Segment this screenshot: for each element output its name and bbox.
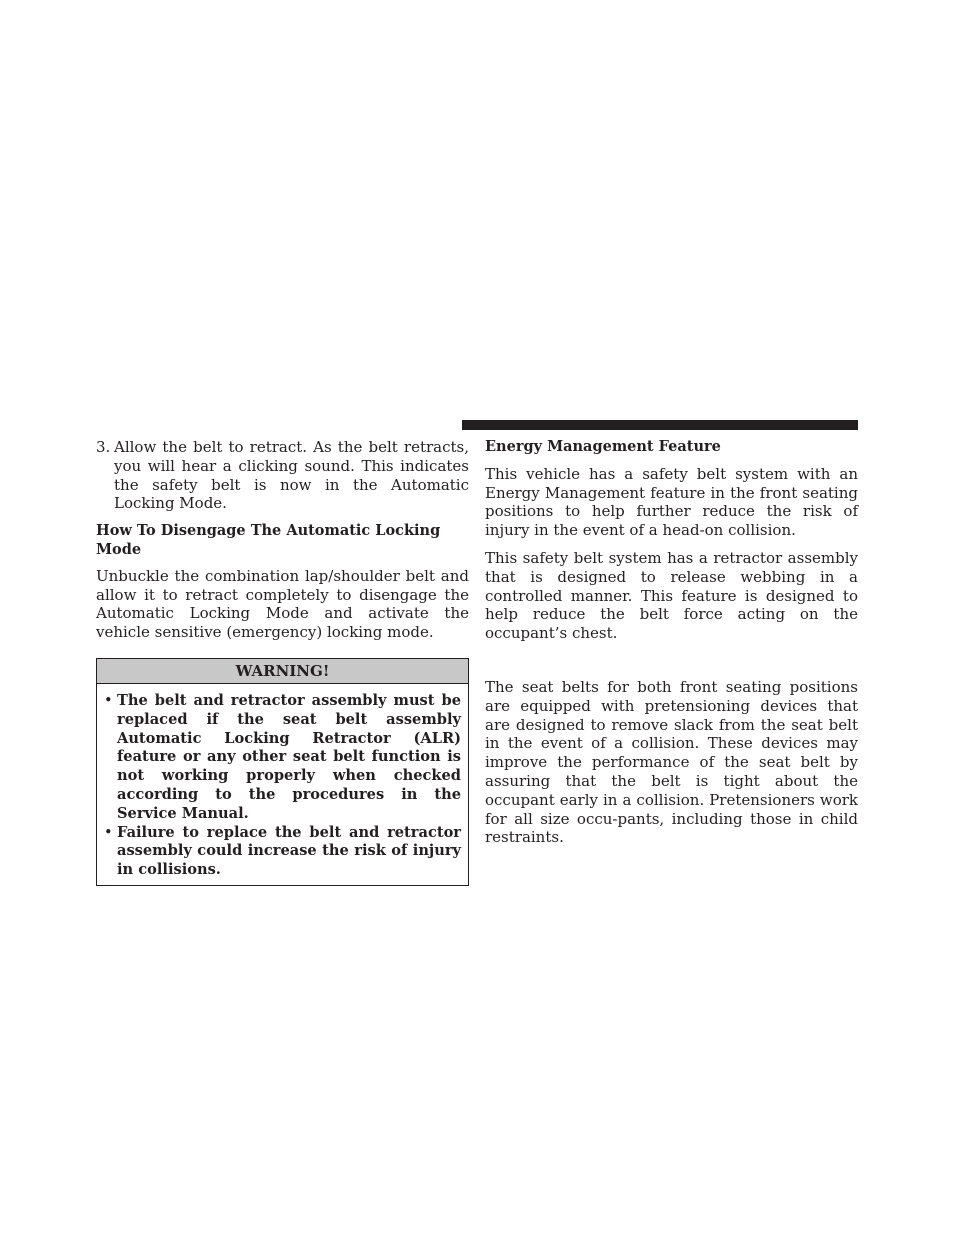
step-number: 3. xyxy=(96,438,111,456)
energy-management-heading: Energy Management Feature xyxy=(485,438,721,455)
disengage-heading: How To Disengage The Automatic Locking Mode xyxy=(96,522,441,558)
step-3 xyxy=(96,438,469,513)
energy-paragraph-1: This vehicle has a safety belt system with an Energy Management feature in the front seating positions to help further reduce the risk of injury in the event of a head-on collision. xyxy=(485,464,858,540)
warning-box xyxy=(96,658,469,886)
right-column xyxy=(485,438,858,847)
pretensioner-paragraph: The seat belts for both front seating positions are equipped with pretensioning devices that are designed to remove slack from the seat belt in the event of a collision. These devices may improve the performance of the seat belt by assuring that the belt is tight about the occupant early in a collision. Pretensioners work for all size occu-pants, including those in child restraints. xyxy=(485,677,858,847)
warning-item-text: The belt and retractor assembly must be replaced if the seat belt assembly Automatic Locking Retractor (ALR) feature or any other seat belt function is not working properly when checked according to the procedures in the Service Manual. xyxy=(117,691,461,822)
warning-item xyxy=(104,692,461,824)
step-text: Allow the belt to retract. As the belt retracts, you will hear a clicking sound. This indicates the safety belt is now in the Automatic Locking Mode. xyxy=(114,438,469,513)
warning-item xyxy=(104,824,461,880)
disengage-paragraph: Unbuckle the combination lap/shoulder belt and allow it to retract completely to disengage the Automatic Locking Mode and activate the vehicle sensitive (emergency) locking mode. xyxy=(96,566,469,642)
bullet-icon: • xyxy=(104,823,113,841)
warning-title: WARNING! xyxy=(97,659,468,684)
section-header-bar xyxy=(462,420,858,430)
bullet-icon: • xyxy=(104,691,113,709)
energy-paragraph-2: This safety belt system has a retractor assembly that is designed to release webbing in a controlled manner. This feature is designed to help reduce the belt force acting on the occupant’s chest. xyxy=(485,548,858,643)
left-column xyxy=(96,438,469,886)
warning-list xyxy=(97,684,468,885)
warning-item-text: Failure to replace the belt and retractor assembly could increase the risk of injury in collisions. xyxy=(117,823,461,879)
